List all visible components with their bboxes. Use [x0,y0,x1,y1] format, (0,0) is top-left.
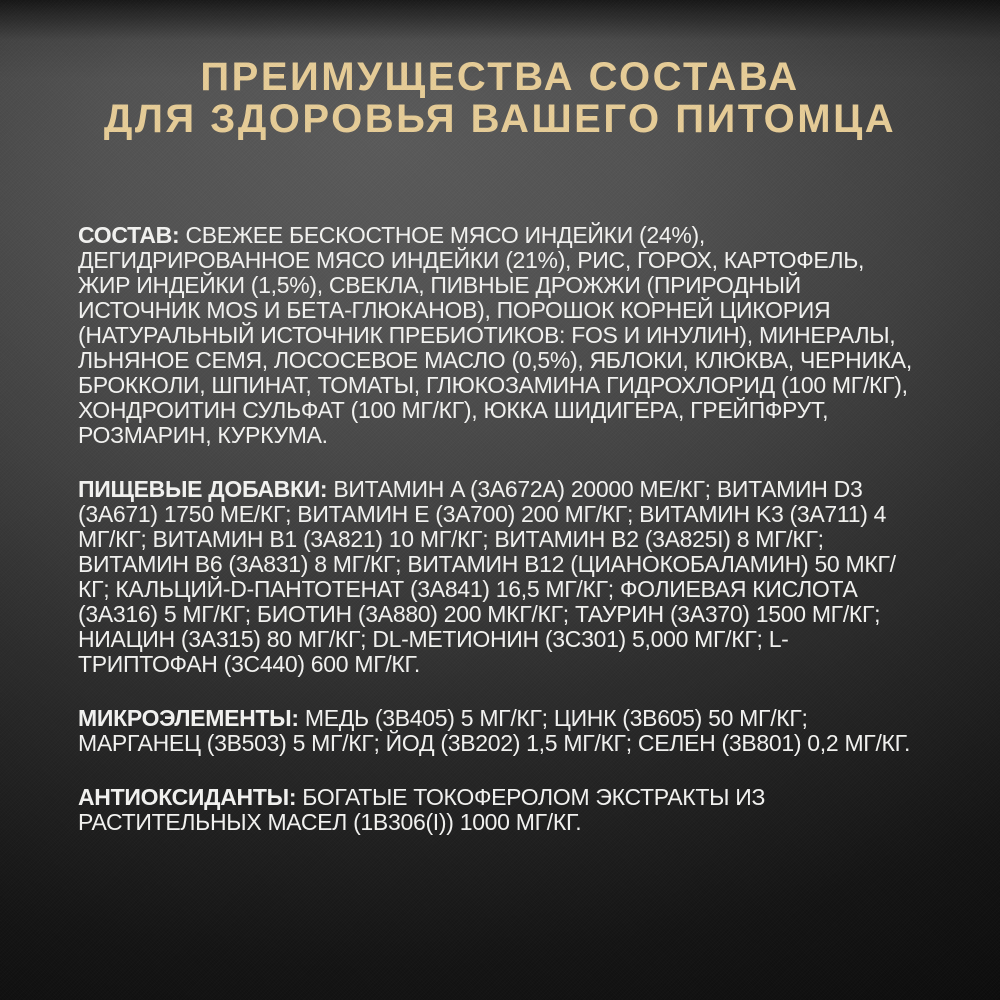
section-additives-text: ВИТАМИН A (3A672A) 20000 МЕ/КГ; ВИТАМИН D3 (3A671) 1750 МЕ/КГ; ВИТАМИН E (3A700) 200 МГ/КГ; ВИТАМИН K3 (3A711) 4 МГ/КГ; ВИТАМИН B1 (3A821) 10 МГ/КГ; ВИТАМИН B2 (3A825I) 8 МГ/КГ; ВИТАМИН B6 (3A831) 8 МГ/КГ; ВИТАМИН B12 (ЦИАНОКОБАЛАМИН) 50 МКГ/КГ; КАЛЬЦИЙ-D-ПАНТОТЕНАТ (3A841) 16,5 МГ/КГ; ФОЛИЕВАЯ КИСЛОТА (3A316) 5 МГ/КГ; БИОТИН (3A880) 200 МКГ/КГ; ТАУРИН (3A370) 1500 МГ/КГ; НИАЦИН (3A315) 80 МГ/КГ; DL-МЕТИОНИН (3C301) 5,000 МГ/КГ; L-ТРИПТОФАН (3C440) 600 МГ/КГ. [78,475,896,677]
section-composition [78,223,922,448]
page-title-line1: ПРЕИМУЩЕСТВА СОСТАВА [200,55,800,99]
section-trace-elements-label: МИКРОЭЛЕМЕНТЫ: [78,704,299,731]
section-trace-elements [78,706,922,756]
composition-panel [0,141,1000,835]
section-antioxidants [78,785,922,835]
section-additives-label: ПИЩЕВЫЕ ДОБАВКИ: [78,475,328,502]
page-title-line2: ДЛЯ ЗДОРОВЬЯ ВАШЕГО ПИТОМЦА [103,97,897,142]
section-trace-elements-text: МЕДЬ (3B405) 5 МГ/КГ; ЦИНК (3B605) 50 МГ/КГ; МАРГАНЕЦ (3B503) 5 МГ/КГ; ЙОД (3B202) 1,5 МГ/КГ; СЕЛЕН (3B801) 0,2 МГ/КГ. [78,704,911,756]
section-antioxidants-label: АНТИОКСИДАНТЫ: [78,783,297,810]
page-title [0,0,1000,141]
section-composition-label: СОСТАВ: [78,221,180,248]
section-composition-text: СВЕЖЕЕ БЕСКОСТНОЕ МЯСО ИНДЕЙКИ (24%), ДЕГИДРИРОВАННОЕ МЯСО ИНДЕЙКИ (21%), РИС, ГОРОХ, КАРТОФЕЛЬ, ЖИР ИНДЕЙКИ (1,5%), СВЕКЛА, ПИВНЫЕ ДРОЖЖИ (ПРИРОДНЫЙ ИСТОЧНИК MOS И БЕТА-ГЛЮКАНОВ), ПОРОШОК КОРНЕЙ ЦИКОРИЯ (НАТУРАЛЬНЫЙ ИСТОЧНИК ПРЕБИОТИКОВ: FOS И ИНУЛИН), МИНЕРАЛЫ, ЛЬНЯНОЕ СЕМЯ, ЛОСОСЕВОЕ МАСЛО (0,5%), ЯБЛОКИ, КЛЮКВА, ЧЕРНИКА, БРОККОЛИ, ШПИНАТ, ТОМАТЫ, ГЛЮКОЗАМИНА ГИДРОХЛОРИД (100 МГ/КГ), ХОНДРОИТИН СУЛЬФАТ (100 МГ/КГ), ЮККА ШИДИГЕРА, ГРЕЙПФРУТ, РОЗМАРИН, КУРКУМА. [78,221,912,448]
section-antioxidants-text: БОГАТЫЕ ТОКОФЕРОЛОМ ЭКСТРАКТЫ ИЗ РАСТИТЕЛЬНЫХ МАСЕЛ (1B306(I)) 1000 МГ/КГ. [78,783,766,835]
section-additives [78,477,922,677]
